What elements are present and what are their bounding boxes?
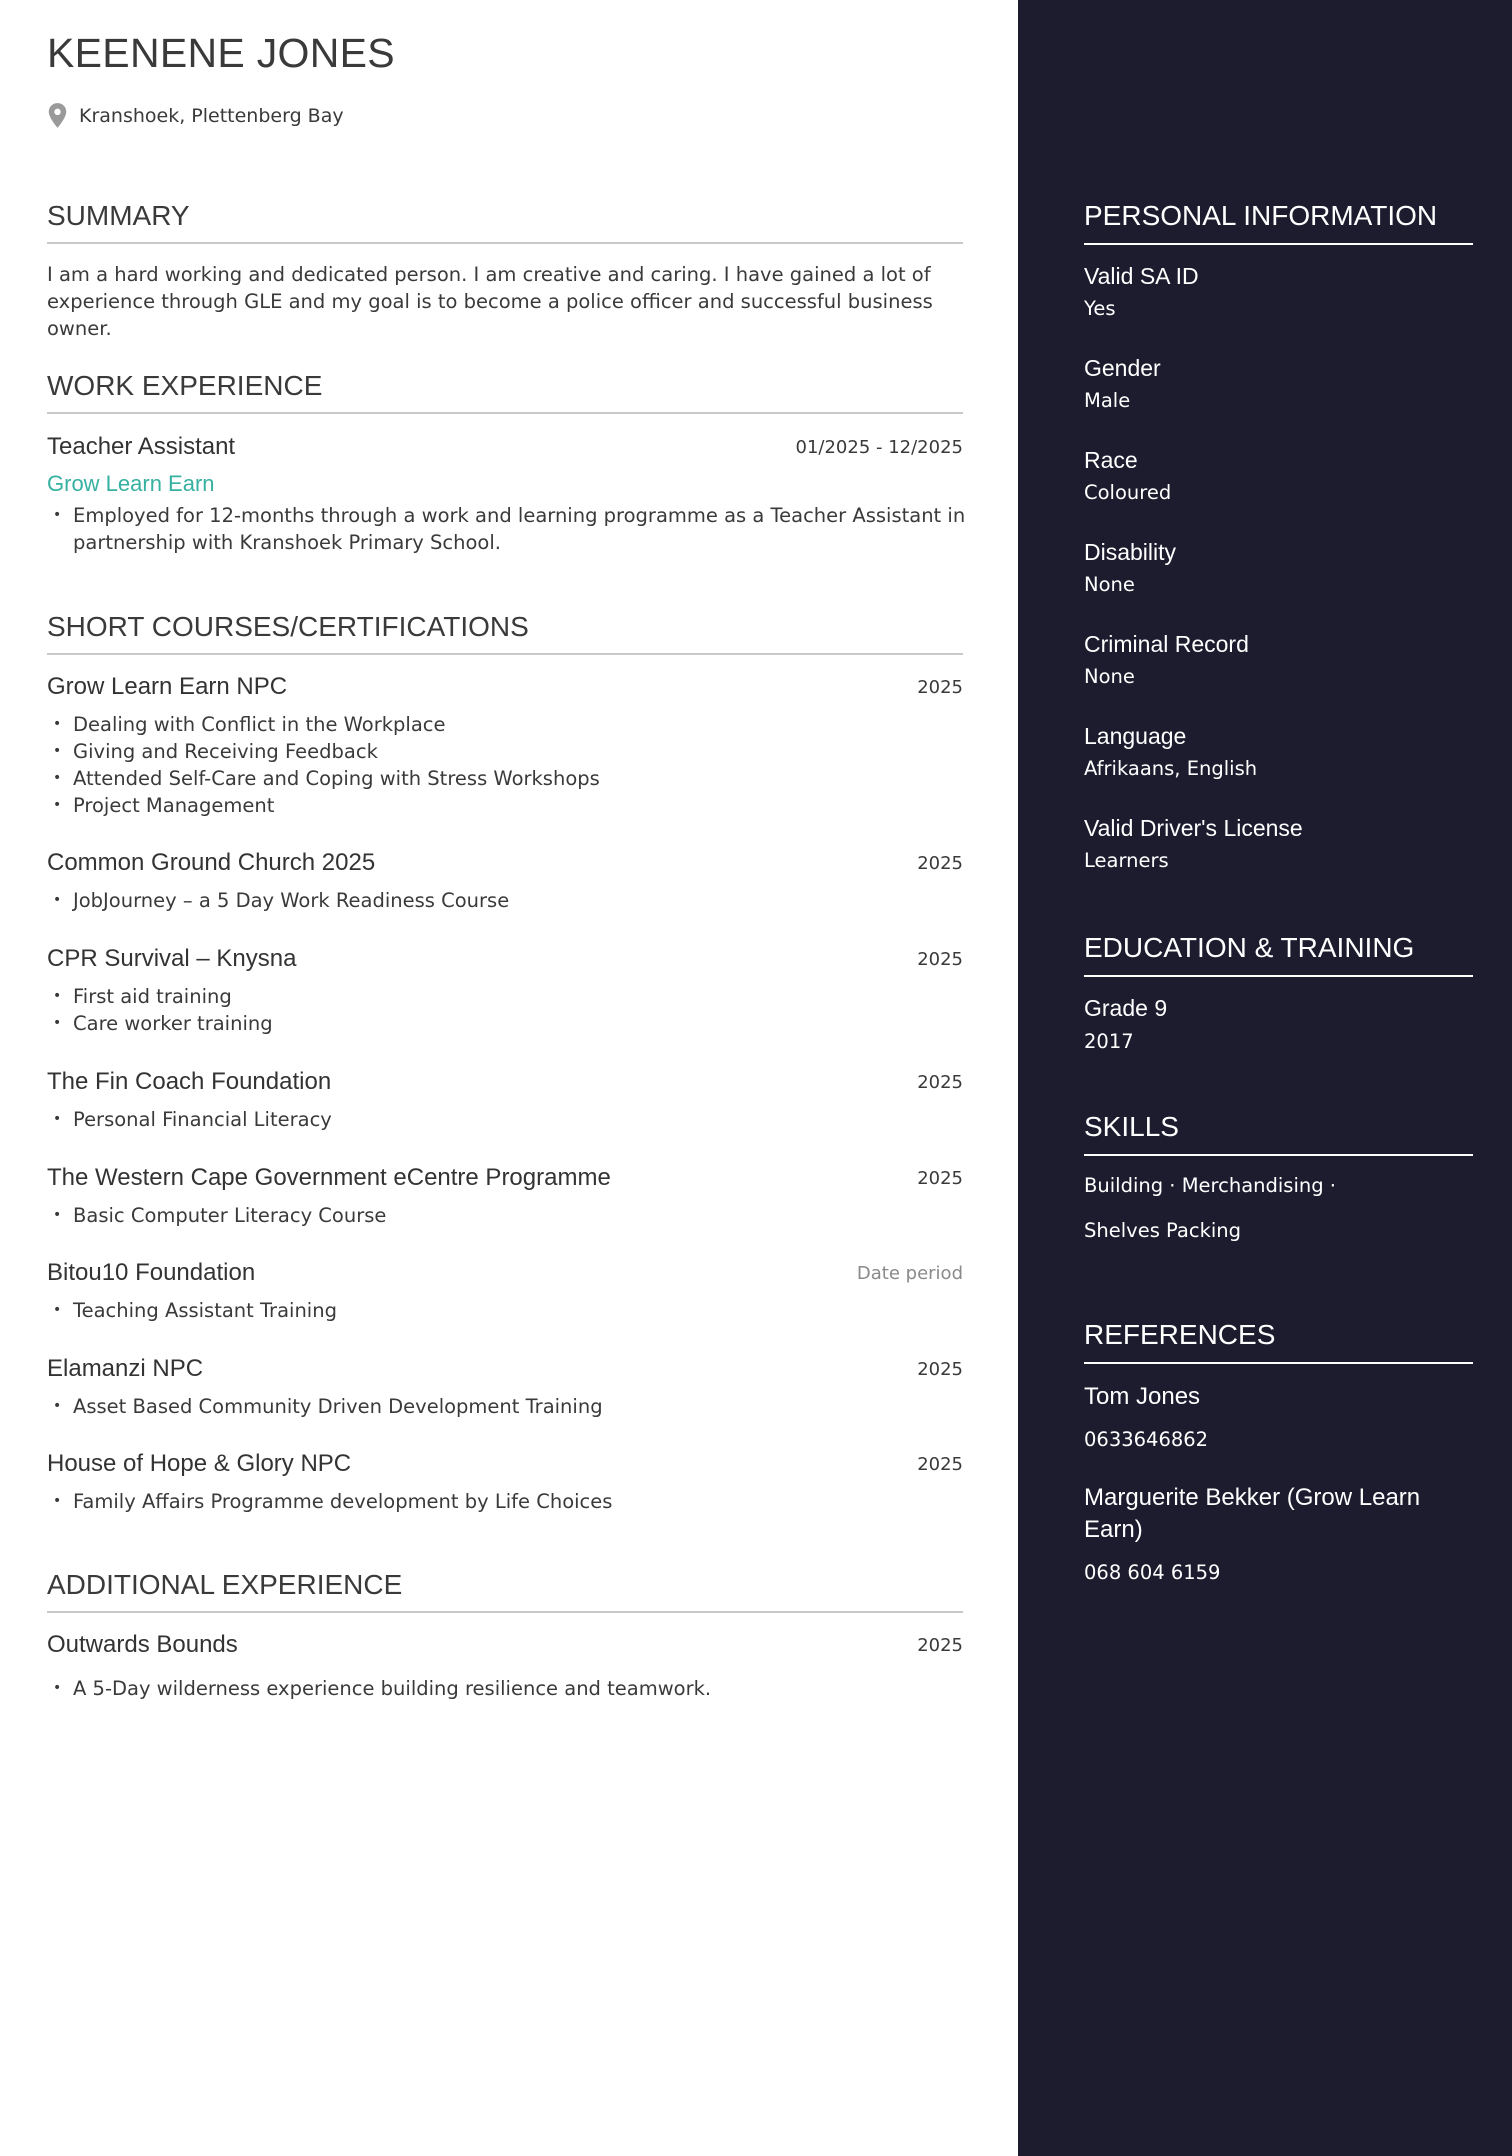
personal-label: Language: [1084, 723, 1187, 749]
course-title: The Fin Coach Foundation: [47, 1068, 332, 1095]
personal-value: Yes: [1084, 297, 1116, 320]
job-company: Grow Learn Earn: [47, 471, 215, 496]
additional-entry: [47, 1631, 963, 1661]
work-experience-heading: WORK EXPERIENCE: [47, 370, 963, 414]
job-bullets: [47, 502, 972, 556]
reference-name: Tom Jones: [1084, 1383, 1201, 1410]
course-bullets: [47, 983, 972, 1037]
course-title: Common Ground Church 2025: [47, 849, 376, 876]
personal-info-heading: PERSONAL INFORMATION: [1084, 200, 1473, 245]
course-date: Date period: [856, 1263, 963, 1284]
sidebar: [1018, 0, 1512, 2156]
course-bullets: [47, 1488, 972, 1515]
course-bullets: [47, 887, 972, 914]
course-title: The Western Cape Government eCentre Programme: [47, 1164, 611, 1191]
course-date: 2025: [917, 1454, 963, 1475]
course-date: 2025: [917, 853, 963, 874]
skills-heading: SKILLS: [1084, 1111, 1473, 1156]
personal-value: Learners: [1084, 849, 1169, 872]
personal-value: Afrikaans, English: [1084, 757, 1258, 780]
course-entry: [47, 1068, 963, 1098]
course-bullets: [47, 711, 972, 819]
skills-line: Shelves Packing: [1084, 1219, 1242, 1242]
course-date: 2025: [917, 1072, 963, 1093]
list-item: • Asset Based Community Driven Development Training: [47, 1393, 972, 1420]
personal-value: Male: [1084, 389, 1131, 412]
education-heading: EDUCATION & TRAINING: [1084, 932, 1473, 977]
list-item: • Giving and Receiving Feedback: [47, 738, 972, 765]
list-item: • Employed for 12-months through a work and learning programme as a Teacher Assistant in partnership with Kranshoek Primary School.: [47, 502, 972, 556]
education-value: 2017: [1084, 1030, 1134, 1053]
list-item: • Family Affairs Programme development by Life Choices: [47, 1488, 972, 1515]
job-date: 01/2025 - 12/2025: [795, 437, 963, 458]
list-item: • Personal Financial Literacy: [47, 1106, 972, 1133]
additional-experience-heading: ADDITIONAL EXPERIENCE: [47, 1569, 963, 1613]
course-entry: [47, 1355, 963, 1385]
courses-heading: SHORT COURSES/CERTIFICATIONS: [47, 611, 963, 655]
list-item: • Care worker training: [47, 1010, 972, 1037]
job-title: Teacher Assistant: [47, 433, 236, 460]
location-text: Kranshoek, Plettenberg Bay: [79, 104, 344, 127]
course-entry: [47, 673, 963, 703]
course-entry: [47, 849, 963, 879]
course-bullets: [47, 1393, 972, 1420]
reference-phone: 0633646862: [1084, 1428, 1209, 1451]
personal-value: None: [1084, 665, 1135, 688]
course-title: CPR Survival – Knysna: [47, 945, 297, 972]
course-title: House of Hope & Glory NPC: [47, 1450, 352, 1477]
course-title: Grow Learn Earn NPC: [47, 673, 288, 700]
references-heading: REFERENCES: [1084, 1319, 1473, 1364]
personal-label: Criminal Record: [1084, 631, 1249, 657]
candidate-name: KEENENE JONES: [47, 30, 395, 76]
list-item: • First aid training: [47, 983, 972, 1010]
personal-label: Gender: [1084, 355, 1161, 381]
list-item: • Project Management: [47, 792, 972, 819]
location: [48, 103, 344, 128]
course-title: Elamanzi NPC: [47, 1355, 204, 1382]
course-entry: [47, 1164, 963, 1194]
location-pin-icon: [48, 103, 67, 128]
reference-phone: 068 604 6159: [1084, 1561, 1221, 1584]
course-date: 2025: [917, 1168, 963, 1189]
course-bullets: [47, 1106, 972, 1133]
additional-date: 2025: [917, 1635, 963, 1656]
skills-line: Building · Merchandising ·: [1084, 1174, 1337, 1197]
reference-name: Marguerite Bekker (Grow Learn Earn): [1084, 1484, 1421, 1543]
course-bullets: [47, 1297, 972, 1324]
summary-heading: SUMMARY: [47, 200, 963, 244]
course-entry: [47, 945, 963, 975]
course-date: 2025: [917, 1359, 963, 1380]
list-item: • A 5-Day wilderness experience building resilience and teamwork.: [47, 1675, 972, 1702]
job-entry: [47, 433, 963, 463]
list-item: • Attended Self-Care and Coping with Stress Workshops: [47, 765, 972, 792]
course-bullets: [47, 1202, 972, 1229]
summary-text: I am a hard working and dedicated person. I am creative and caring. I have gained a lot of experience through GLE and my goal is to become a police officer and successful business owner.: [47, 263, 933, 340]
personal-value: None: [1084, 573, 1135, 596]
personal-label: Race: [1084, 447, 1138, 473]
additional-title: Outwards Bounds: [47, 1631, 238, 1658]
personal-label: Valid Driver's License: [1084, 815, 1303, 841]
list-item: • Dealing with Conflict in the Workplace: [47, 711, 972, 738]
course-entry: [47, 1450, 963, 1480]
personal-label: Disability: [1084, 539, 1177, 565]
course-date: 2025: [917, 677, 963, 698]
additional-bullets: [47, 1675, 972, 1702]
course-date: 2025: [917, 949, 963, 970]
course-title: Bitou10 Foundation: [47, 1259, 256, 1286]
personal-label: Valid SA ID: [1084, 263, 1199, 289]
education-label: Grade 9: [1084, 995, 1168, 1021]
list-item: • Basic Computer Literacy Course: [47, 1202, 972, 1229]
list-item: • JobJourney – a 5 Day Work Readiness Course: [47, 887, 972, 914]
personal-value: Coloured: [1084, 481, 1172, 504]
course-entry: [47, 1259, 963, 1289]
list-item: • Teaching Assistant Training: [47, 1297, 972, 1324]
